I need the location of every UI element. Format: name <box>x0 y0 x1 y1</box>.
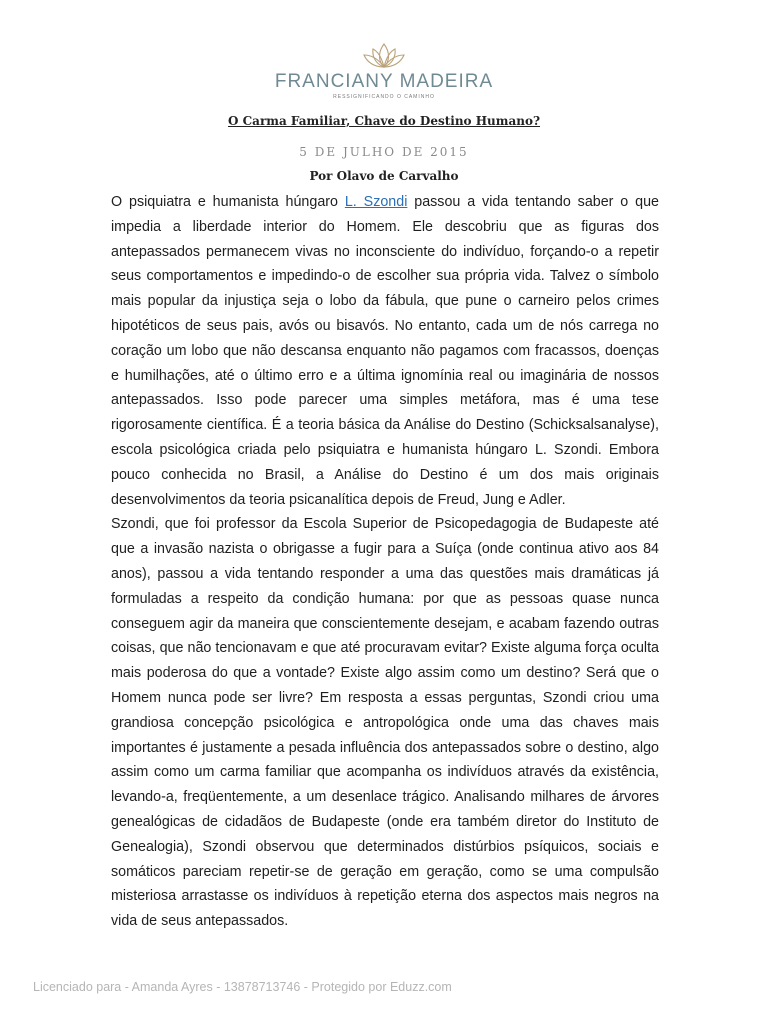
paragraph-1 <box>111 190 659 512</box>
paragraph-1-rest: passou a vida tentando saber o que impedia a liberdade interior do Homem. Ele descobriu que as figuras dos antepassados permanecem vivas no inconsciente do indivíduo, forçando-o a repetir seus comportamentos e impedindo-o de escolher sua própria vida. Talvez o símbolo mais popular da injustiça seja o lobo da fábula, que pune o carneiro pelos crimes hipotéticos de seus pais, avós ou bisavós. No entanto, cada um de nós carrega no coração um lobo que não descansa enquanto não pagamos com fracassos, doenças e humilhações, até o último erro e a última ignomínia real ou imaginária de nossos antepassados. Isso pode parecer uma simples metáfora, mas é uma tese rigorosamente científica. É a teoria básica da Análise do Destino (Schicksalsanalyse), escola psicológica criada pelo psiquiatra e humanista húngaro L. Szondi. Embora pouco conhecida no Brasil, a Análise do Destino é um dos mais originais desenvolvimentos da teoria psicanalítica depois de Freud, Jung e Adler. <box>111 194 659 508</box>
license-footer: Licenciado para - Amanda Ayres - 13878713746 - Protegido por Eduzz.com <box>33 980 452 994</box>
lotus-icon <box>361 40 407 70</box>
brand-name: FRANCIANY MADEIRA <box>274 71 494 92</box>
brand-tagline: RESSIGNIFICANDO O CAMINHO <box>333 94 435 100</box>
paragraph-2: Szondi, que foi professor da Escola Superior de Psicopedagogia de Budapeste até que a invasão nazista o obrigasse a fugir para a Suíça (onde continua ativo aos 84 anos), passou a vida tentando responder a uma das questões mais dramáticas já formuladas a respeito da condição humana: por que as pessoas quase nunca conseguem agir da maneira que conscientemente desejam, e acabam fazendo outras coisas, que não tencionavam e que até procuravam evitar? Existe alguma força oculta mais poderosa do que a vontade? Existe algo assim como um destino? Será que o Homem nunca pode ser livre? Em resposta a essas perguntas, Szondi criou uma grandiosa concepção psicológica e antropológica onde uma das chaves mais importantes é justamente a pesada influência dos antepassados sobre o destino, algo assim como um carma familiar que acompanha os indivíduos através da existência, levando-a, freqüentemente, a um desenlace trágico. Analisando milhares de árvores genealógicas de cidadãos de Budapeste (onde era também diretor do Instituto de Genealogia), Szondi observou que determinados distúrbios psíquicos, sociais e somáticos pareciam repetir-se de geração em geração, como se uma compulsão misteriosa arrastasse os indivíduos à repetição eterna dos aspectos mais negros na vida de seus antepassados. <box>111 516 659 930</box>
paragraph-1-intro: O psiquiatra e humanista húngaro <box>111 194 345 210</box>
szondi-link[interactable]: L. Szondi <box>344 194 408 210</box>
article-author: Por Olavo de Carvalho <box>309 169 459 183</box>
article-date: 5 DE JULHO DE 2015 <box>299 145 469 159</box>
article-title: O Carma Familiar, Chave do Destino Humano? <box>227 114 541 128</box>
article-body <box>111 190 659 934</box>
brand-logo <box>0 40 768 100</box>
